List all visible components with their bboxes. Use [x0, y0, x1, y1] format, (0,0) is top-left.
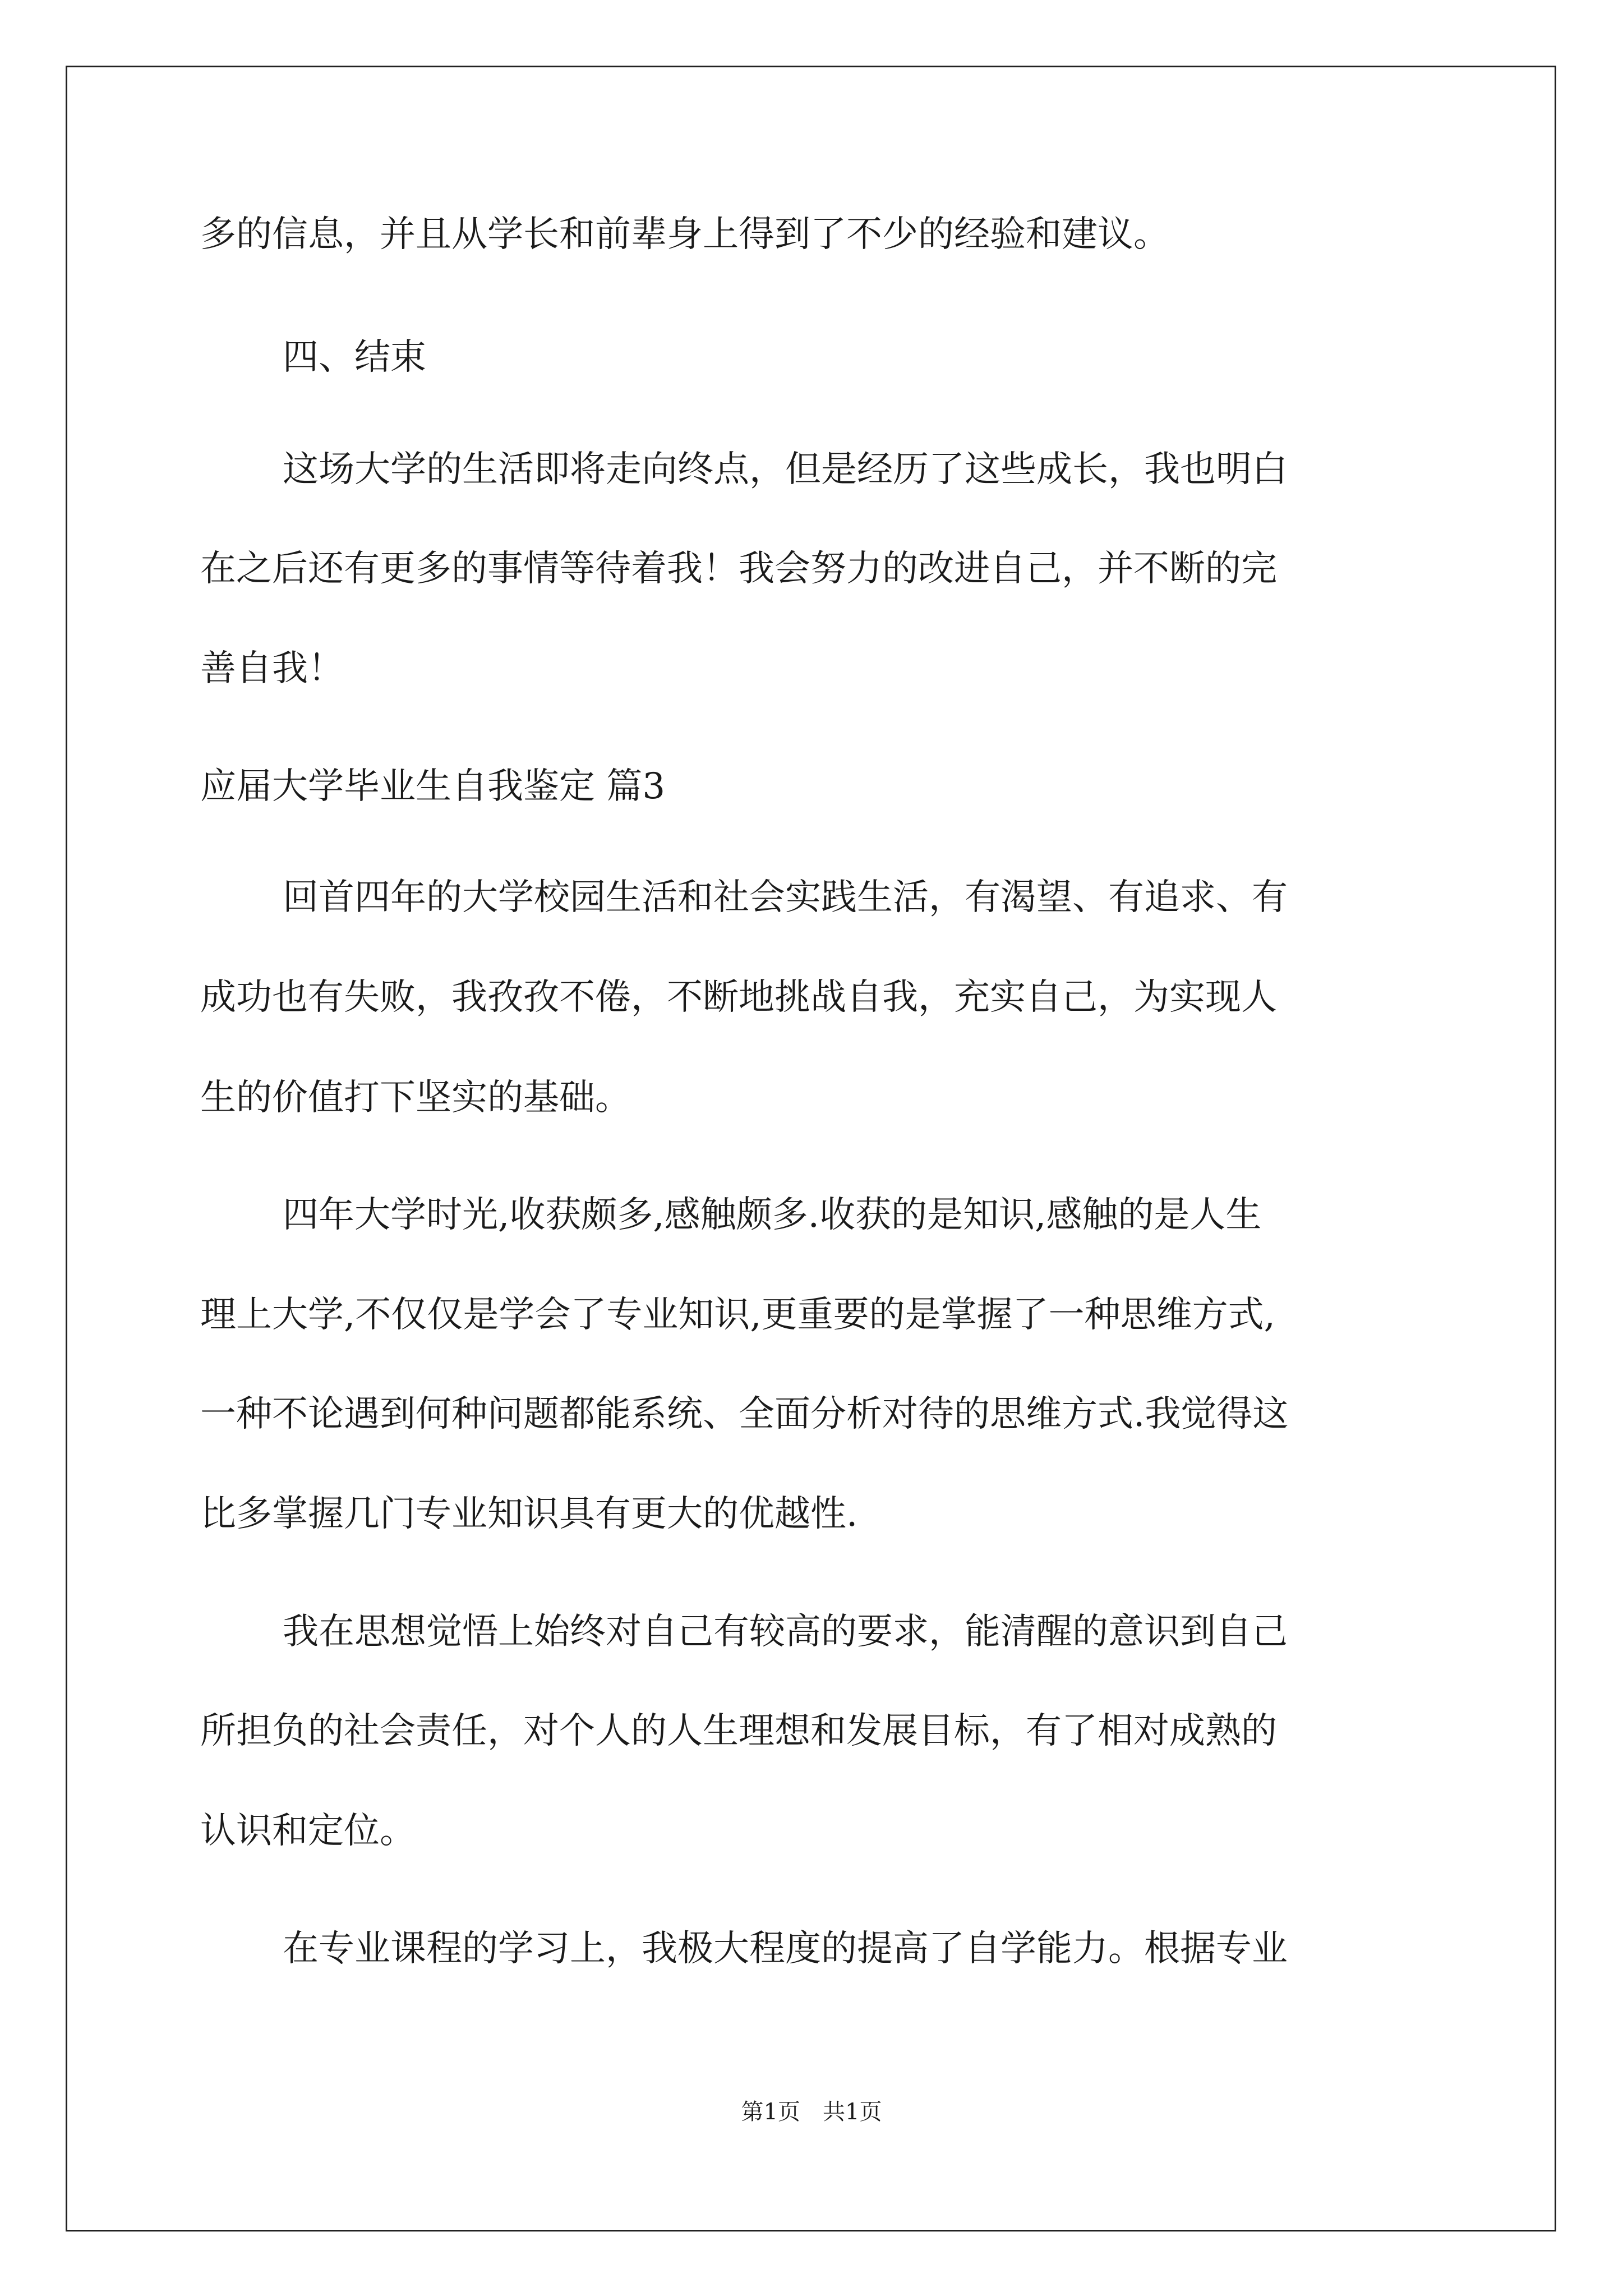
text-line: 所担负的社会责任，对个人的人生理想和发展目标，有了相对成熟的 [200, 1710, 1277, 1752]
text-line: 理上大学,不仅仅是学会了专业知识,更重要的是掌握了一种思维方式, [200, 1294, 1276, 1336]
text-line: 这场大学的生活即将走向终点，但是经历了这些成长，我也明白 [283, 449, 1288, 490]
text-line: 四年大学时光,收获颇多,感触颇多.收获的是知识,感触的是人生 [283, 1194, 1262, 1236]
text-line: 成功也有失败，我孜孜不倦，不断地挑战自我，充实自己，为实现人 [200, 977, 1277, 1018]
text-line: 回首四年的大学校园生活和社会实践生活，有渴望、有追求、有 [283, 877, 1288, 918]
text-line: 比多掌握几门专业知识具有更大的优越性. [200, 1493, 858, 1535]
page-footer: 第1页 共1页 [741, 2099, 882, 2125]
text-line: 一种不论遇到何种问题都能系统、全面分析对待的思维方式.我觉得这 [200, 1393, 1289, 1435]
text-line: 在之后还有更多的事情等待着我！我会努力的改进自己，并不断的完 [200, 548, 1277, 590]
text-line: 善自我！ [200, 648, 344, 689]
article-title: 应届大学毕业生自我鉴定 篇3 [200, 766, 666, 807]
text-line: 多的信息，并且从学长和前辈身上得到了不少的经验和建议。 [200, 214, 1169, 255]
text-line: 生的价值打下坚实的基础。 [200, 1077, 631, 1119]
section-heading: 四、结束 [283, 337, 426, 378]
text-line: 认识和定位。 [200, 1810, 416, 1852]
page-border [66, 66, 1556, 2231]
text-line: 在专业课程的学习上，我极大程度的提高了自学能力。根据专业 [283, 1928, 1288, 1970]
text-line: 我在思想觉悟上始终对自己有较高的要求，能清醒的意识到自己 [283, 1611, 1288, 1653]
